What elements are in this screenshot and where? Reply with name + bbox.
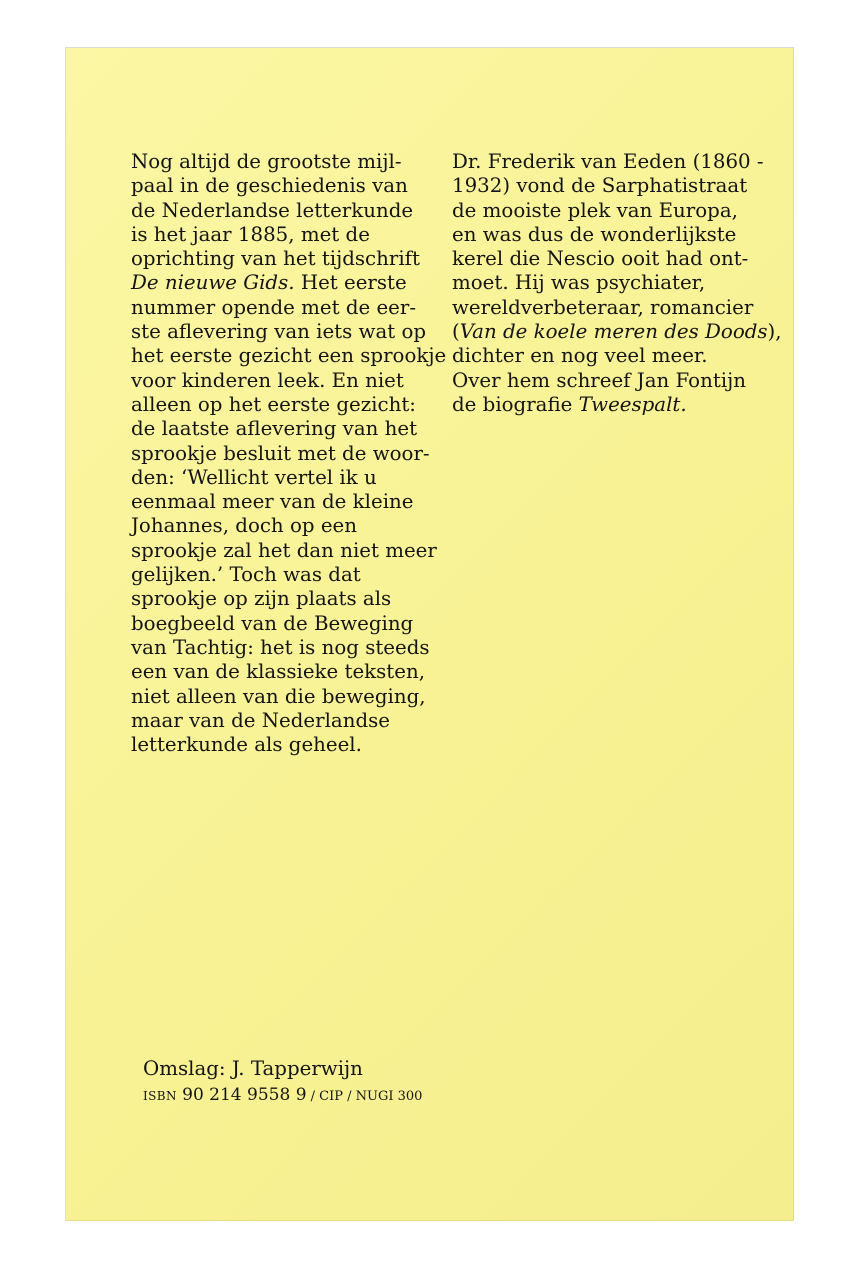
text-line: kerel die Nescio ooit had ont- bbox=[452, 247, 749, 271]
text-line: het eerste gezicht een sprookje bbox=[131, 344, 447, 368]
text-line: en was dus de wonderlijkste bbox=[452, 222, 737, 246]
text-line: niet alleen van die beweging, bbox=[131, 684, 426, 708]
isbn-label: ISBN bbox=[143, 1089, 177, 1103]
text-line: een van de klassieke teksten, bbox=[131, 660, 425, 684]
text-line: sprookje op zijn plaats als bbox=[131, 587, 392, 611]
text-line: eenmaal meer van de kleine bbox=[131, 490, 414, 514]
text-line: de laatste aflevering van het bbox=[131, 417, 418, 441]
text-line: moet. Hij was psychiater, bbox=[452, 271, 706, 295]
text-line: gelijken.’ Toch was dat bbox=[131, 563, 361, 587]
italic-title: Tweespalt. bbox=[578, 392, 687, 416]
text-line: de Nederlandse letterkunde bbox=[131, 198, 414, 222]
isbn-number: 90 214 9558 9 bbox=[182, 1085, 307, 1105]
text-line: maar van de Nederlandse bbox=[131, 708, 390, 732]
text-line: voor kinderen leek. En niet bbox=[131, 368, 404, 392]
text-line: sprookje zal het dan niet meer bbox=[131, 538, 437, 562]
text-line: oprichting van het tijdschrift bbox=[131, 247, 420, 271]
cover-design-credit: Omslag: J. Tapperwijn bbox=[143, 1057, 363, 1080]
isbn-suffix: / CIP / NUGI 300 bbox=[306, 1089, 423, 1104]
text-run: ), bbox=[767, 320, 782, 344]
text-run: ( bbox=[452, 320, 460, 344]
text-line: van Tachtig: het is nog steeds bbox=[131, 635, 430, 659]
text-run: de biografie bbox=[452, 392, 579, 416]
text-run: Het eerste bbox=[294, 271, 407, 295]
text-line: 1932) vond de Sarphatistraat bbox=[452, 174, 748, 198]
text-line: de mooiste plek van Europa, bbox=[452, 198, 738, 222]
isbn-line bbox=[143, 1084, 422, 1108]
text-line: alleen op het eerste gezicht: bbox=[131, 392, 416, 416]
text-line: dichter en nog veel meer. bbox=[452, 344, 708, 368]
text-line: Nog altijd de grootste mijl- bbox=[131, 150, 402, 173]
text-line: wereldverbeteraar, romancier bbox=[452, 295, 754, 319]
blurb-right-column bbox=[452, 150, 782, 417]
text-line: ste aflevering van iets wat op bbox=[131, 320, 427, 344]
text-line bbox=[452, 393, 782, 417]
text-line bbox=[452, 320, 782, 344]
text-line: letterkunde als geheel. bbox=[131, 733, 362, 757]
blurb-left-column bbox=[131, 150, 446, 757]
text-line: is het jaar 1885, met de bbox=[131, 222, 370, 246]
italic-title: De nieuwe Gids. bbox=[131, 271, 295, 295]
text-line: Dr. Frederik van Eeden (1860 - bbox=[452, 150, 764, 173]
text-line: Over hem schreef Jan Fontijn bbox=[452, 368, 746, 392]
text-line: nummer opende met de eer- bbox=[131, 295, 417, 319]
text-line: sprookje besluit met de woor- bbox=[131, 441, 430, 465]
text-line: Johannes, doch op een bbox=[131, 514, 357, 538]
text-line: den: ‘Wellicht vertel ik u bbox=[131, 465, 377, 489]
italic-title: Van de koele meren des Doods bbox=[459, 320, 768, 344]
text-line: paal in de geschiedenis van bbox=[131, 174, 408, 198]
text-line bbox=[131, 271, 446, 295]
colophon bbox=[143, 1056, 422, 1108]
text-line: boegbeeld van de Beweging bbox=[131, 611, 414, 635]
